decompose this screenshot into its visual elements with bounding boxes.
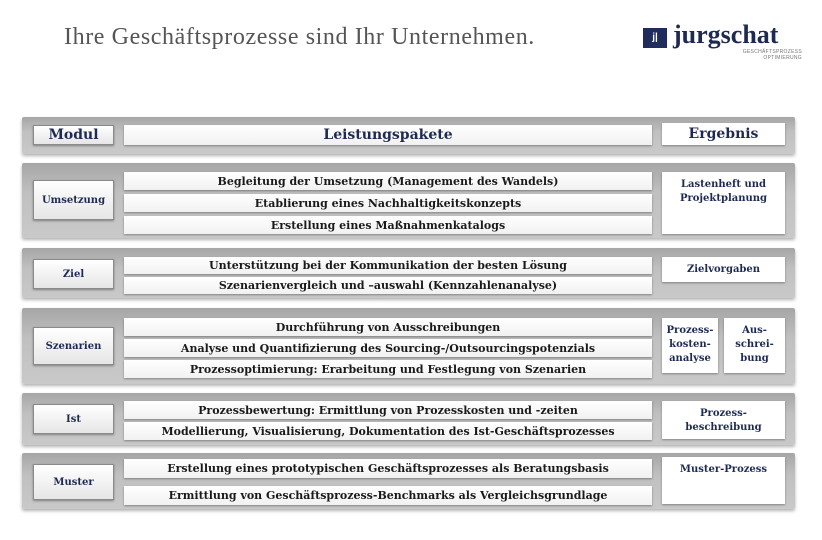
paket-item: Analyse und Quantifizierung des Sourcing-/Outsourcingspotenzials xyxy=(124,339,652,357)
row-ziel xyxy=(22,248,795,298)
ergebnis-muster: Muster-Prozess xyxy=(662,457,785,504)
page-title: Ihre Geschäftsprozesse sind Ihr Unternehmen. xyxy=(64,24,535,50)
header-band xyxy=(22,117,795,154)
ergebnis-prozesskostenanalyse: Prozess-kosten-analyse xyxy=(662,318,718,373)
row-ist xyxy=(22,393,795,445)
modul-ist: Ist xyxy=(33,404,114,434)
paket-item: Prozessoptimierung: Erarbeitung und Festlegung von Szenarien xyxy=(124,360,652,378)
paket-item: Begleitung der Umsetzung (Management des Wandels) xyxy=(124,172,652,190)
modul-szenarien: Szenarien xyxy=(33,327,114,365)
paket-item: Erstellung eines Maßnahmenkatalogs xyxy=(124,216,652,234)
paket-item: Erstellung eines prototypischen Geschäftsprozesses als Beratungsbasis xyxy=(124,459,652,478)
paket-item: Modellierung, Visualisierung, Dokumentation des Ist-Geschäftsprozesses xyxy=(124,422,652,440)
modul-umsetzung: Umsetzung xyxy=(33,180,114,220)
ergebnis-ist: Prozess-beschreibung xyxy=(662,401,785,439)
modul-muster: Muster xyxy=(33,464,114,500)
column-header-ergebnis: Ergebnis xyxy=(662,123,785,145)
company-logo xyxy=(643,22,803,62)
logo-icon: j| xyxy=(643,28,667,48)
paket-item: Durchführung von Ausschreibungen xyxy=(124,318,652,336)
ergebnis-umsetzung: Lastenheft und Projektplanung xyxy=(662,172,785,234)
ergebnis-ausschreibung: Aus-schrei-bung xyxy=(724,318,785,373)
row-szenarien xyxy=(22,308,795,384)
paket-item: Prozessbewertung: Ermittlung von Prozesskosten und -zeiten xyxy=(124,401,652,419)
paket-item: Szenarienvergleich und –auswahl (Kennzahlenanalyse) xyxy=(124,277,652,294)
row-umsetzung xyxy=(22,163,795,238)
paket-item: Etablierung eines Nachhaltigkeitskonzepts xyxy=(124,194,652,212)
modul-ziel: Ziel xyxy=(33,259,114,289)
row-muster xyxy=(22,453,795,509)
paket-item: Ermittlung von Geschäftsprozess-Benchmarks als Vergleichsgrundlage xyxy=(124,486,652,505)
column-header-leistungspakete: Leistungspakete xyxy=(124,125,652,145)
paket-item: Unterstützung bei der Kommunikation der besten Lösung xyxy=(124,257,652,274)
logo-wordmark: jurgschat xyxy=(673,20,779,49)
column-header-modul: Modul xyxy=(33,125,114,145)
logo-subtitle: GESCHÄFTSPROZESS OPTIMIERUNG xyxy=(742,49,802,61)
ergebnis-ziel: Zielvorgaben xyxy=(662,257,785,282)
